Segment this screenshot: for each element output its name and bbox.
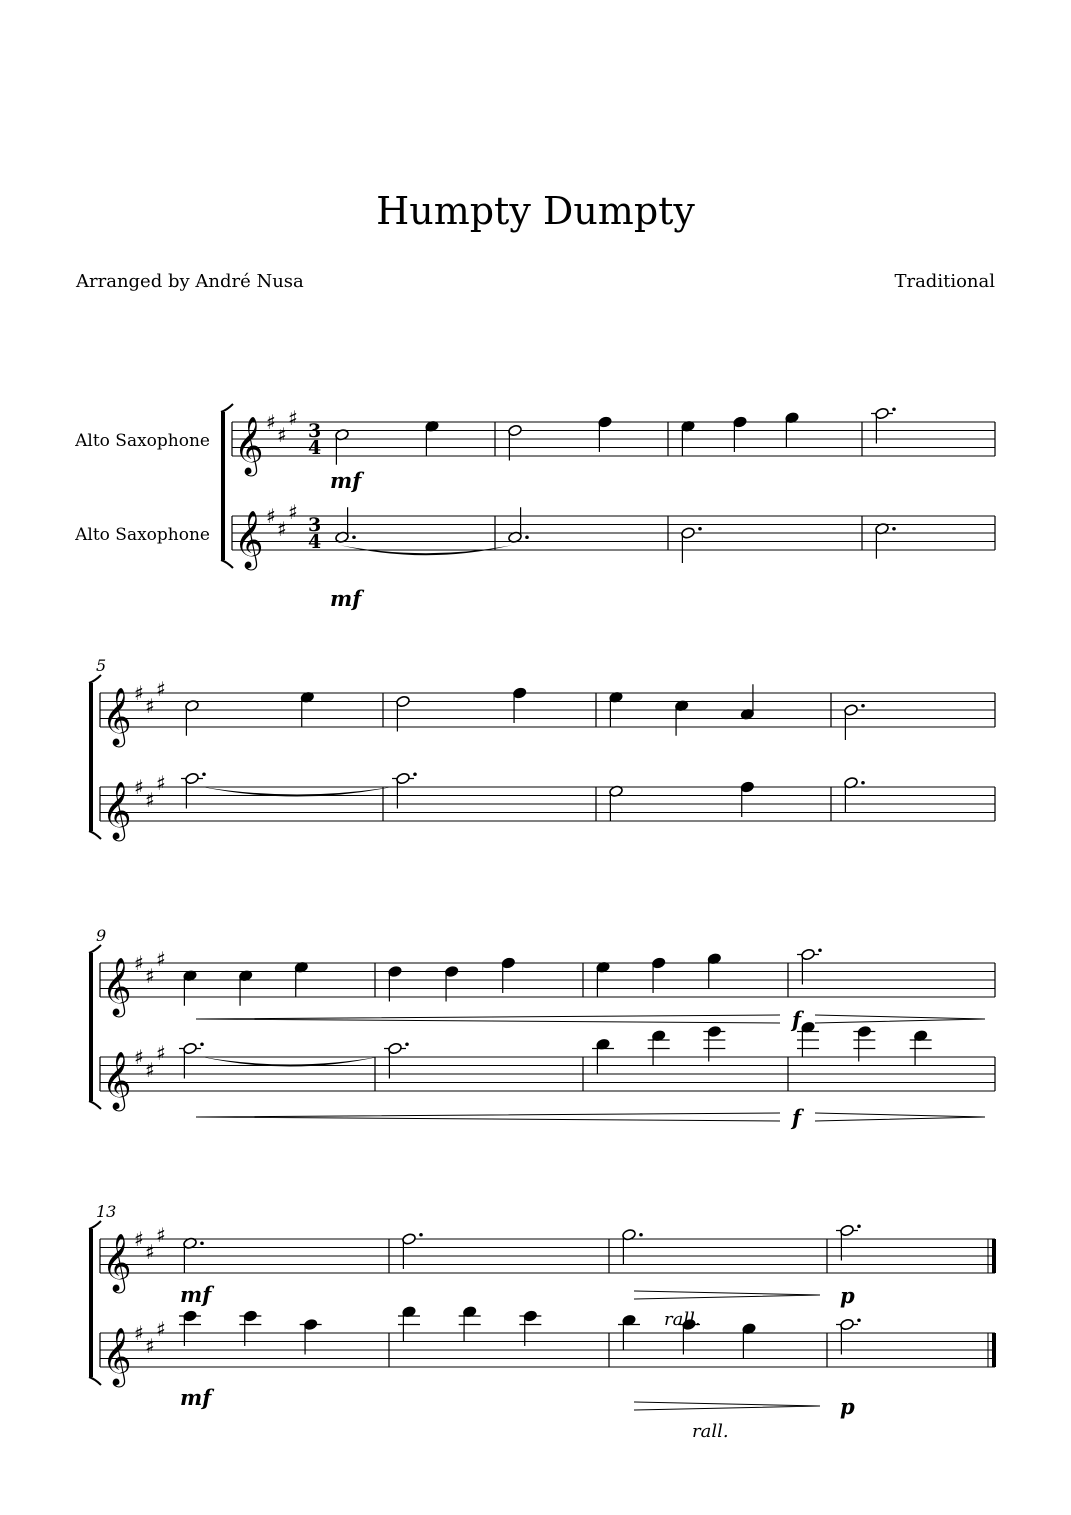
composer-credit: Traditional xyxy=(894,271,995,292)
dynamic-mf: mf xyxy=(180,1385,212,1410)
decrescendo-hairpin xyxy=(634,1291,820,1299)
augmentation-dot xyxy=(639,1233,643,1237)
key-signature-sharp-icon: ♯ xyxy=(288,499,298,524)
dynamic-mf: mf xyxy=(180,1282,212,1307)
treble-clef-icon: 𝄞 xyxy=(102,957,132,1015)
augmentation-dot xyxy=(419,1233,423,1237)
system-bracket-hook-top xyxy=(89,945,101,953)
augmentation-dot xyxy=(200,1241,204,1245)
time-signature-top: 3 xyxy=(308,514,322,536)
key-signature-sharp-icon: ♯ xyxy=(134,775,144,799)
treble-clef-icon: 𝄞 xyxy=(102,1051,132,1109)
augmentation-dot xyxy=(202,772,206,776)
arranger-credit: Arranged by André Nusa xyxy=(76,271,304,292)
system-bracket xyxy=(89,1229,93,1377)
measure-number: 5 xyxy=(96,656,107,675)
system-bracket-hook-bottom xyxy=(221,560,233,568)
key-signature-sharp-icon: ♯ xyxy=(134,681,144,705)
key-signature-sharp-icon: ♯ xyxy=(266,504,276,528)
crescendo-hairpin xyxy=(196,1113,780,1121)
augmentation-dot xyxy=(352,535,356,539)
rallentando-marking: rall. xyxy=(692,1421,729,1442)
instrument-label: Alto Saxophone xyxy=(75,525,210,545)
treble-clef-icon: 𝄞 xyxy=(234,510,264,568)
augmentation-dot xyxy=(200,1042,204,1046)
system-bracket-hook-top xyxy=(89,1221,101,1229)
key-signature-sharp-icon: ♯ xyxy=(156,676,166,701)
augmentation-dot xyxy=(861,781,865,785)
key-signature-sharp-icon: ♯ xyxy=(277,422,287,447)
key-signature-sharp-icon: ♯ xyxy=(156,946,166,971)
decrescendo-hairpin xyxy=(815,1113,985,1121)
measure-number: 9 xyxy=(96,926,107,945)
system-bracket-hook-top xyxy=(89,675,101,683)
key-signature-sharp-icon: ♯ xyxy=(156,1222,166,1247)
key-signature-sharp-icon: ♯ xyxy=(134,1227,144,1251)
augmentation-dot xyxy=(857,1318,861,1322)
dynamic-f: f xyxy=(792,1007,802,1032)
key-signature-sharp-icon: ♯ xyxy=(134,951,144,975)
key-signature-sharp-icon: ♯ xyxy=(145,787,155,812)
measure-number: 13 xyxy=(96,1202,117,1221)
key-signature-sharp-icon: ♯ xyxy=(145,1333,155,1358)
key-signature-sharp-icon: ♯ xyxy=(134,1045,144,1069)
augmentation-dot xyxy=(857,1224,861,1228)
key-signature-sharp-icon: ♯ xyxy=(145,693,155,718)
dynamic-mf: mf xyxy=(330,586,362,611)
treble-clef-icon: 𝄞 xyxy=(102,1327,132,1385)
augmentation-dot xyxy=(413,772,417,776)
augmentation-dot xyxy=(818,948,822,952)
key-signature-sharp-icon: ♯ xyxy=(145,1239,155,1264)
decrescendo-hairpin xyxy=(634,1402,820,1410)
system-bracket xyxy=(89,683,93,831)
augmentation-dot xyxy=(525,535,529,539)
treble-clef-icon: 𝄞 xyxy=(102,687,132,745)
dynamic-mf: mf xyxy=(330,468,362,493)
dynamic-p: p xyxy=(840,1394,855,1419)
augmentation-dot xyxy=(861,704,865,708)
instrument-label: Alto Saxophone xyxy=(75,431,210,451)
system-bracket xyxy=(89,953,93,1101)
time-signature-top: 3 xyxy=(308,420,322,442)
key-signature-sharp-icon: ♯ xyxy=(156,1316,166,1341)
crescendo-hairpin xyxy=(196,1015,780,1023)
score-title: Humpty Dumpty xyxy=(376,189,695,233)
rallentando-marking: rall. xyxy=(664,1309,701,1330)
key-signature-sharp-icon: ♯ xyxy=(156,770,166,795)
augmentation-dot xyxy=(892,527,896,531)
system-bracket-hook-bottom xyxy=(89,831,101,839)
decrescendo-hairpin xyxy=(815,1015,985,1023)
treble-clef-icon: 𝄞 xyxy=(234,416,264,474)
system-bracket-hook-top xyxy=(221,404,233,412)
dynamic-f: f xyxy=(792,1105,802,1130)
dynamic-p: p xyxy=(840,1283,855,1308)
treble-clef-icon: 𝄞 xyxy=(102,781,132,839)
system-bracket-hook-bottom xyxy=(89,1101,101,1109)
augmentation-dot xyxy=(698,527,702,531)
final-barline xyxy=(992,1333,996,1367)
time-signature-bottom: 4 xyxy=(308,531,322,553)
key-signature-sharp-icon: ♯ xyxy=(145,1057,155,1082)
key-signature-sharp-icon: ♯ xyxy=(277,516,287,541)
key-signature-sharp-icon: ♯ xyxy=(145,963,155,988)
final-barline xyxy=(992,1239,996,1273)
time-signature-bottom: 4 xyxy=(308,437,322,459)
key-signature-sharp-icon: ♯ xyxy=(134,1321,144,1345)
key-signature-sharp-icon: ♯ xyxy=(156,1040,166,1065)
key-signature-sharp-icon: ♯ xyxy=(288,405,298,430)
key-signature-sharp-icon: ♯ xyxy=(266,410,276,434)
treble-clef-icon: 𝄞 xyxy=(102,1233,132,1291)
augmentation-dot xyxy=(892,407,896,411)
augmentation-dot xyxy=(405,1042,409,1046)
system-bracket-hook-bottom xyxy=(89,1377,101,1385)
system-bracket xyxy=(221,412,225,560)
